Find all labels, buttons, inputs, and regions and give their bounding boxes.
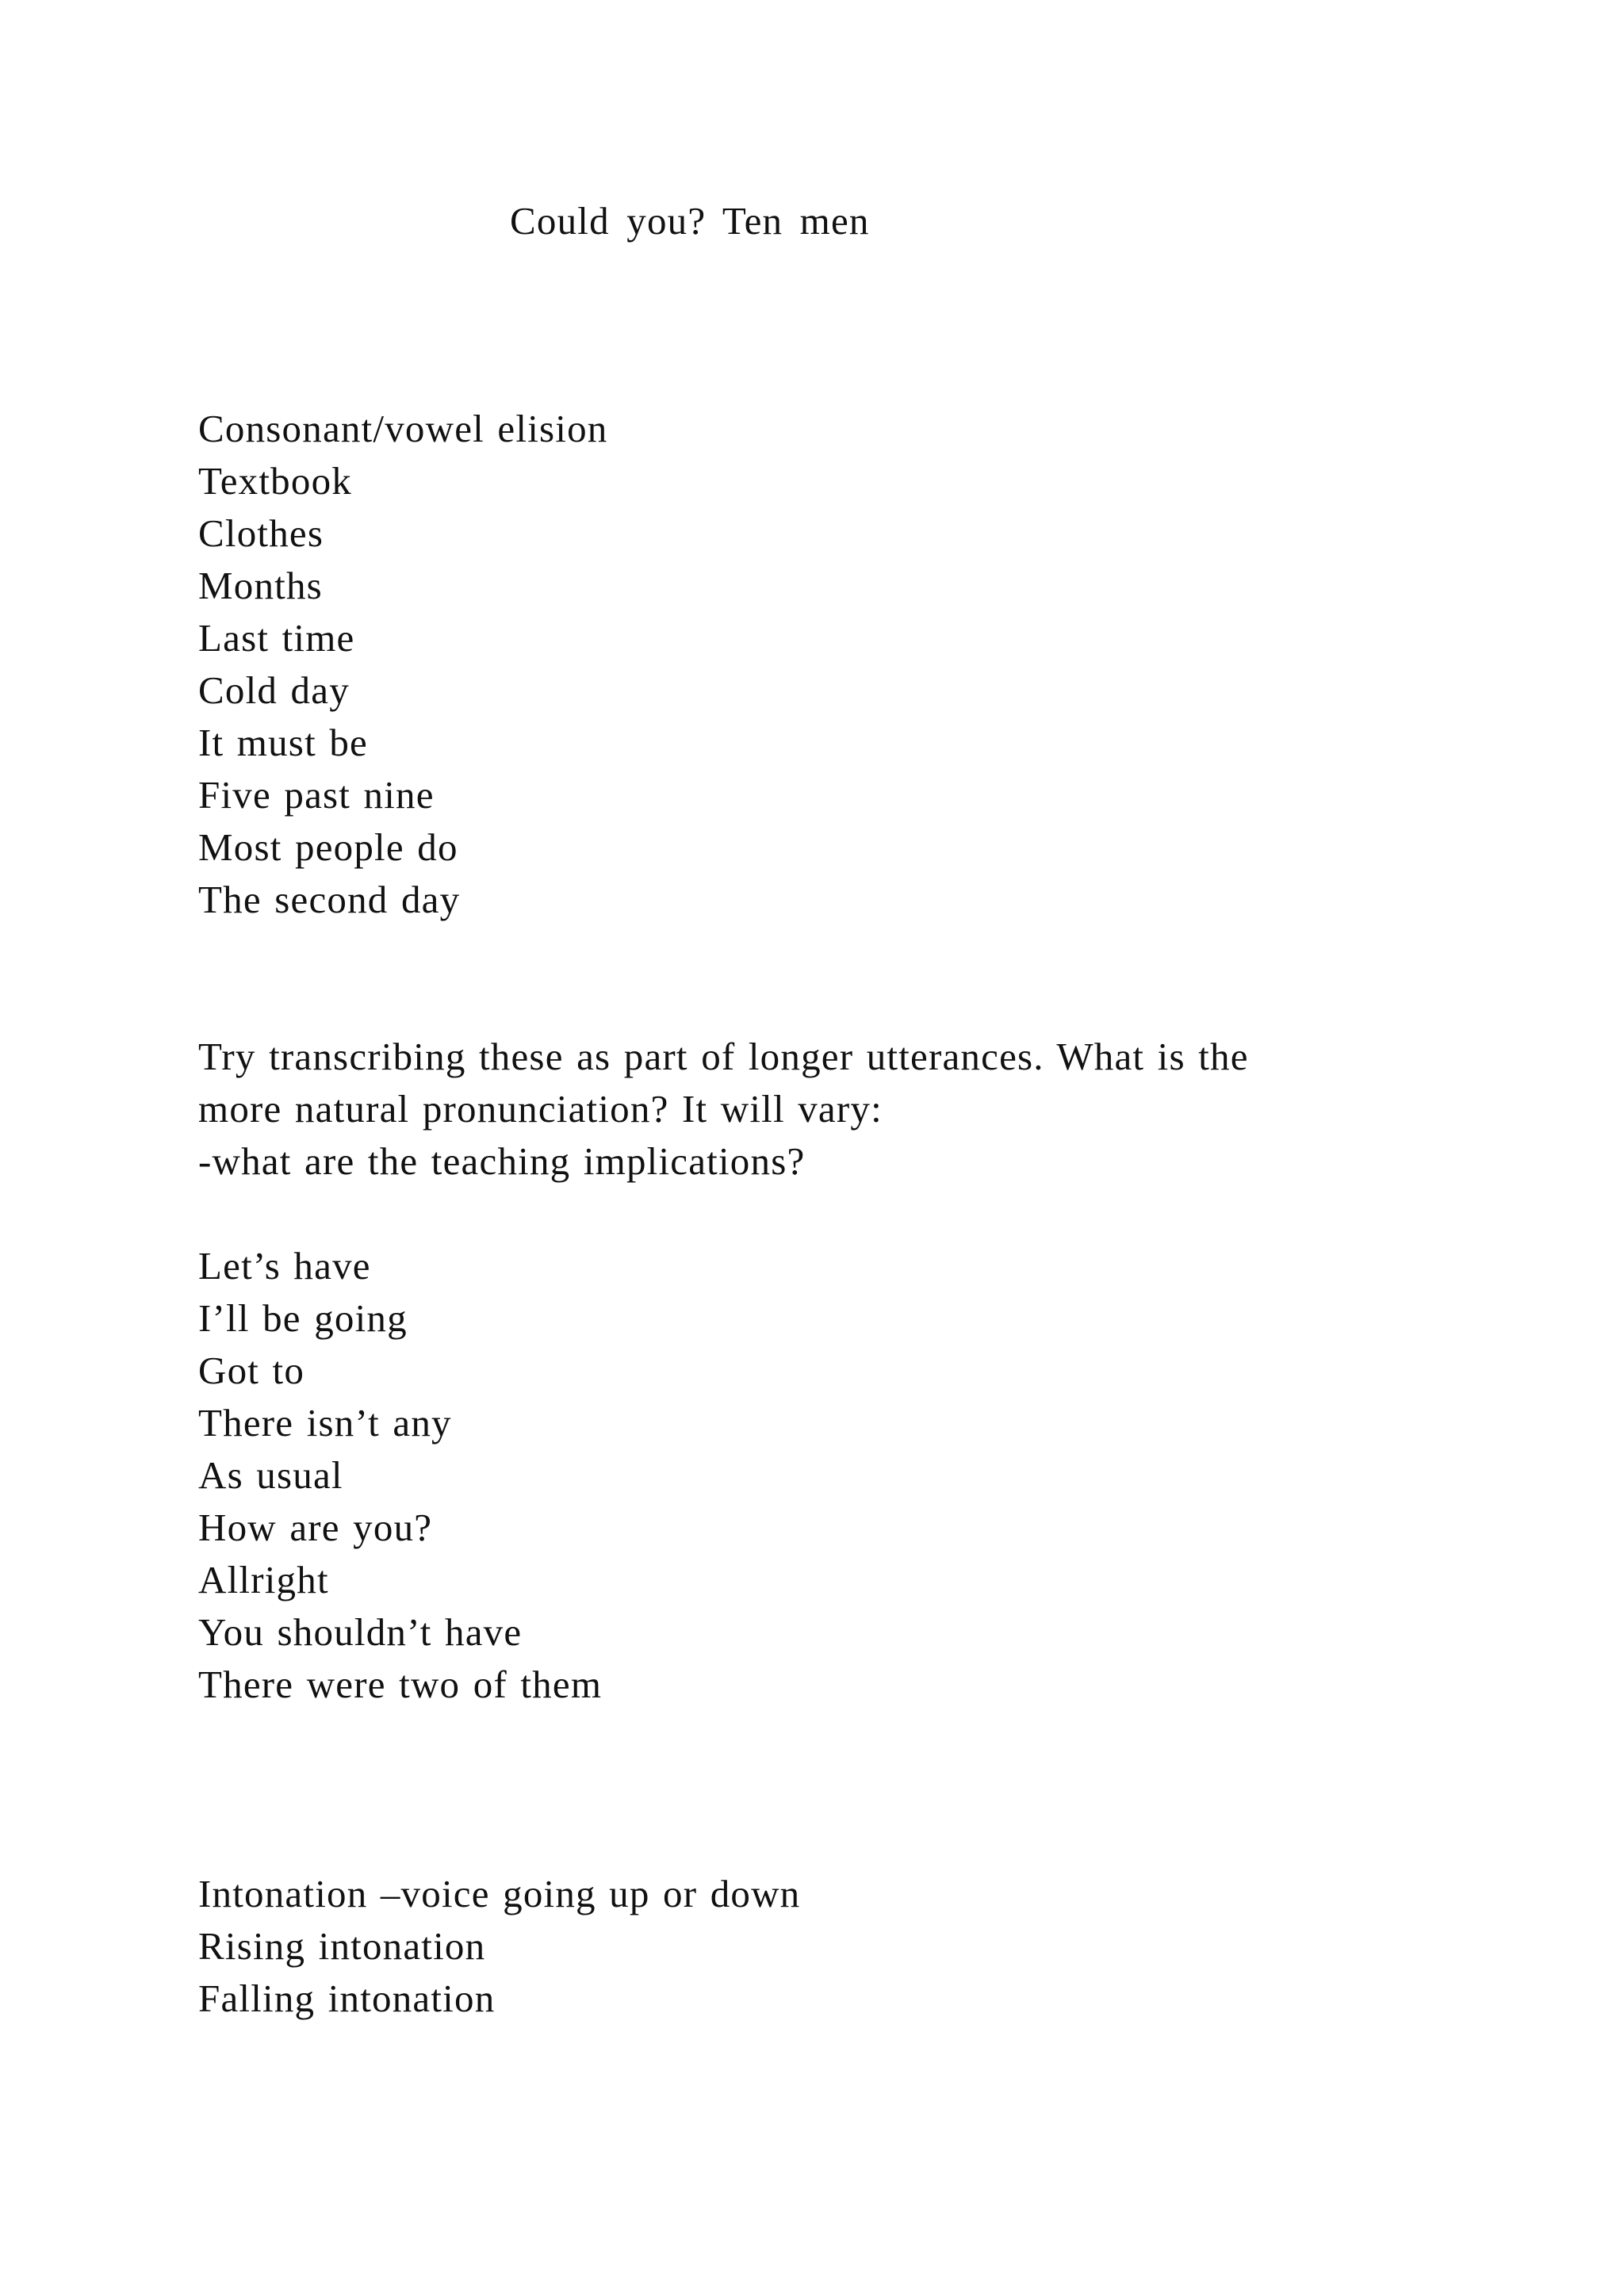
- list-item: Let’s have: [198, 1244, 371, 1288]
- list-item: The second day: [198, 878, 461, 921]
- paragraph-line: Try transcribing these as part of longer utterances. What is the: [198, 1035, 1249, 1078]
- list-item: Rising intonation: [198, 1924, 486, 1968]
- list-item: Falling intonation: [198, 1976, 496, 2020]
- list-item: It must be: [198, 721, 368, 764]
- list-item: How are you?: [198, 1506, 433, 1549]
- list-item: Five past nine: [198, 773, 435, 817]
- list-item: Months: [198, 564, 323, 607]
- list-item: Cold day: [198, 668, 350, 712]
- list-item: Intonation –voice going up or down: [198, 1872, 801, 1915]
- list-item: I’ll be going: [198, 1296, 408, 1340]
- list-item: Consonant/vowel elision: [198, 407, 608, 450]
- list-item: Last time: [198, 616, 355, 660]
- list-item: Clothes: [198, 511, 324, 555]
- list-item: Textbook: [198, 459, 352, 503]
- list-item: There isn’t any: [198, 1401, 452, 1445]
- list-item: Most people do: [198, 825, 458, 869]
- list-item: Allright: [198, 1558, 329, 1601]
- list-item: As usual: [198, 1453, 343, 1497]
- list-item: Got to: [198, 1349, 305, 1392]
- list-item: There were two of them: [198, 1663, 603, 1706]
- list-item: You shouldn’t have: [198, 1610, 523, 1654]
- page-title: Could you? Ten men: [510, 199, 870, 243]
- paragraph-line: -what are the teaching implications?: [198, 1139, 806, 1183]
- paragraph-line: more natural pronunciation? It will vary:: [198, 1087, 883, 1131]
